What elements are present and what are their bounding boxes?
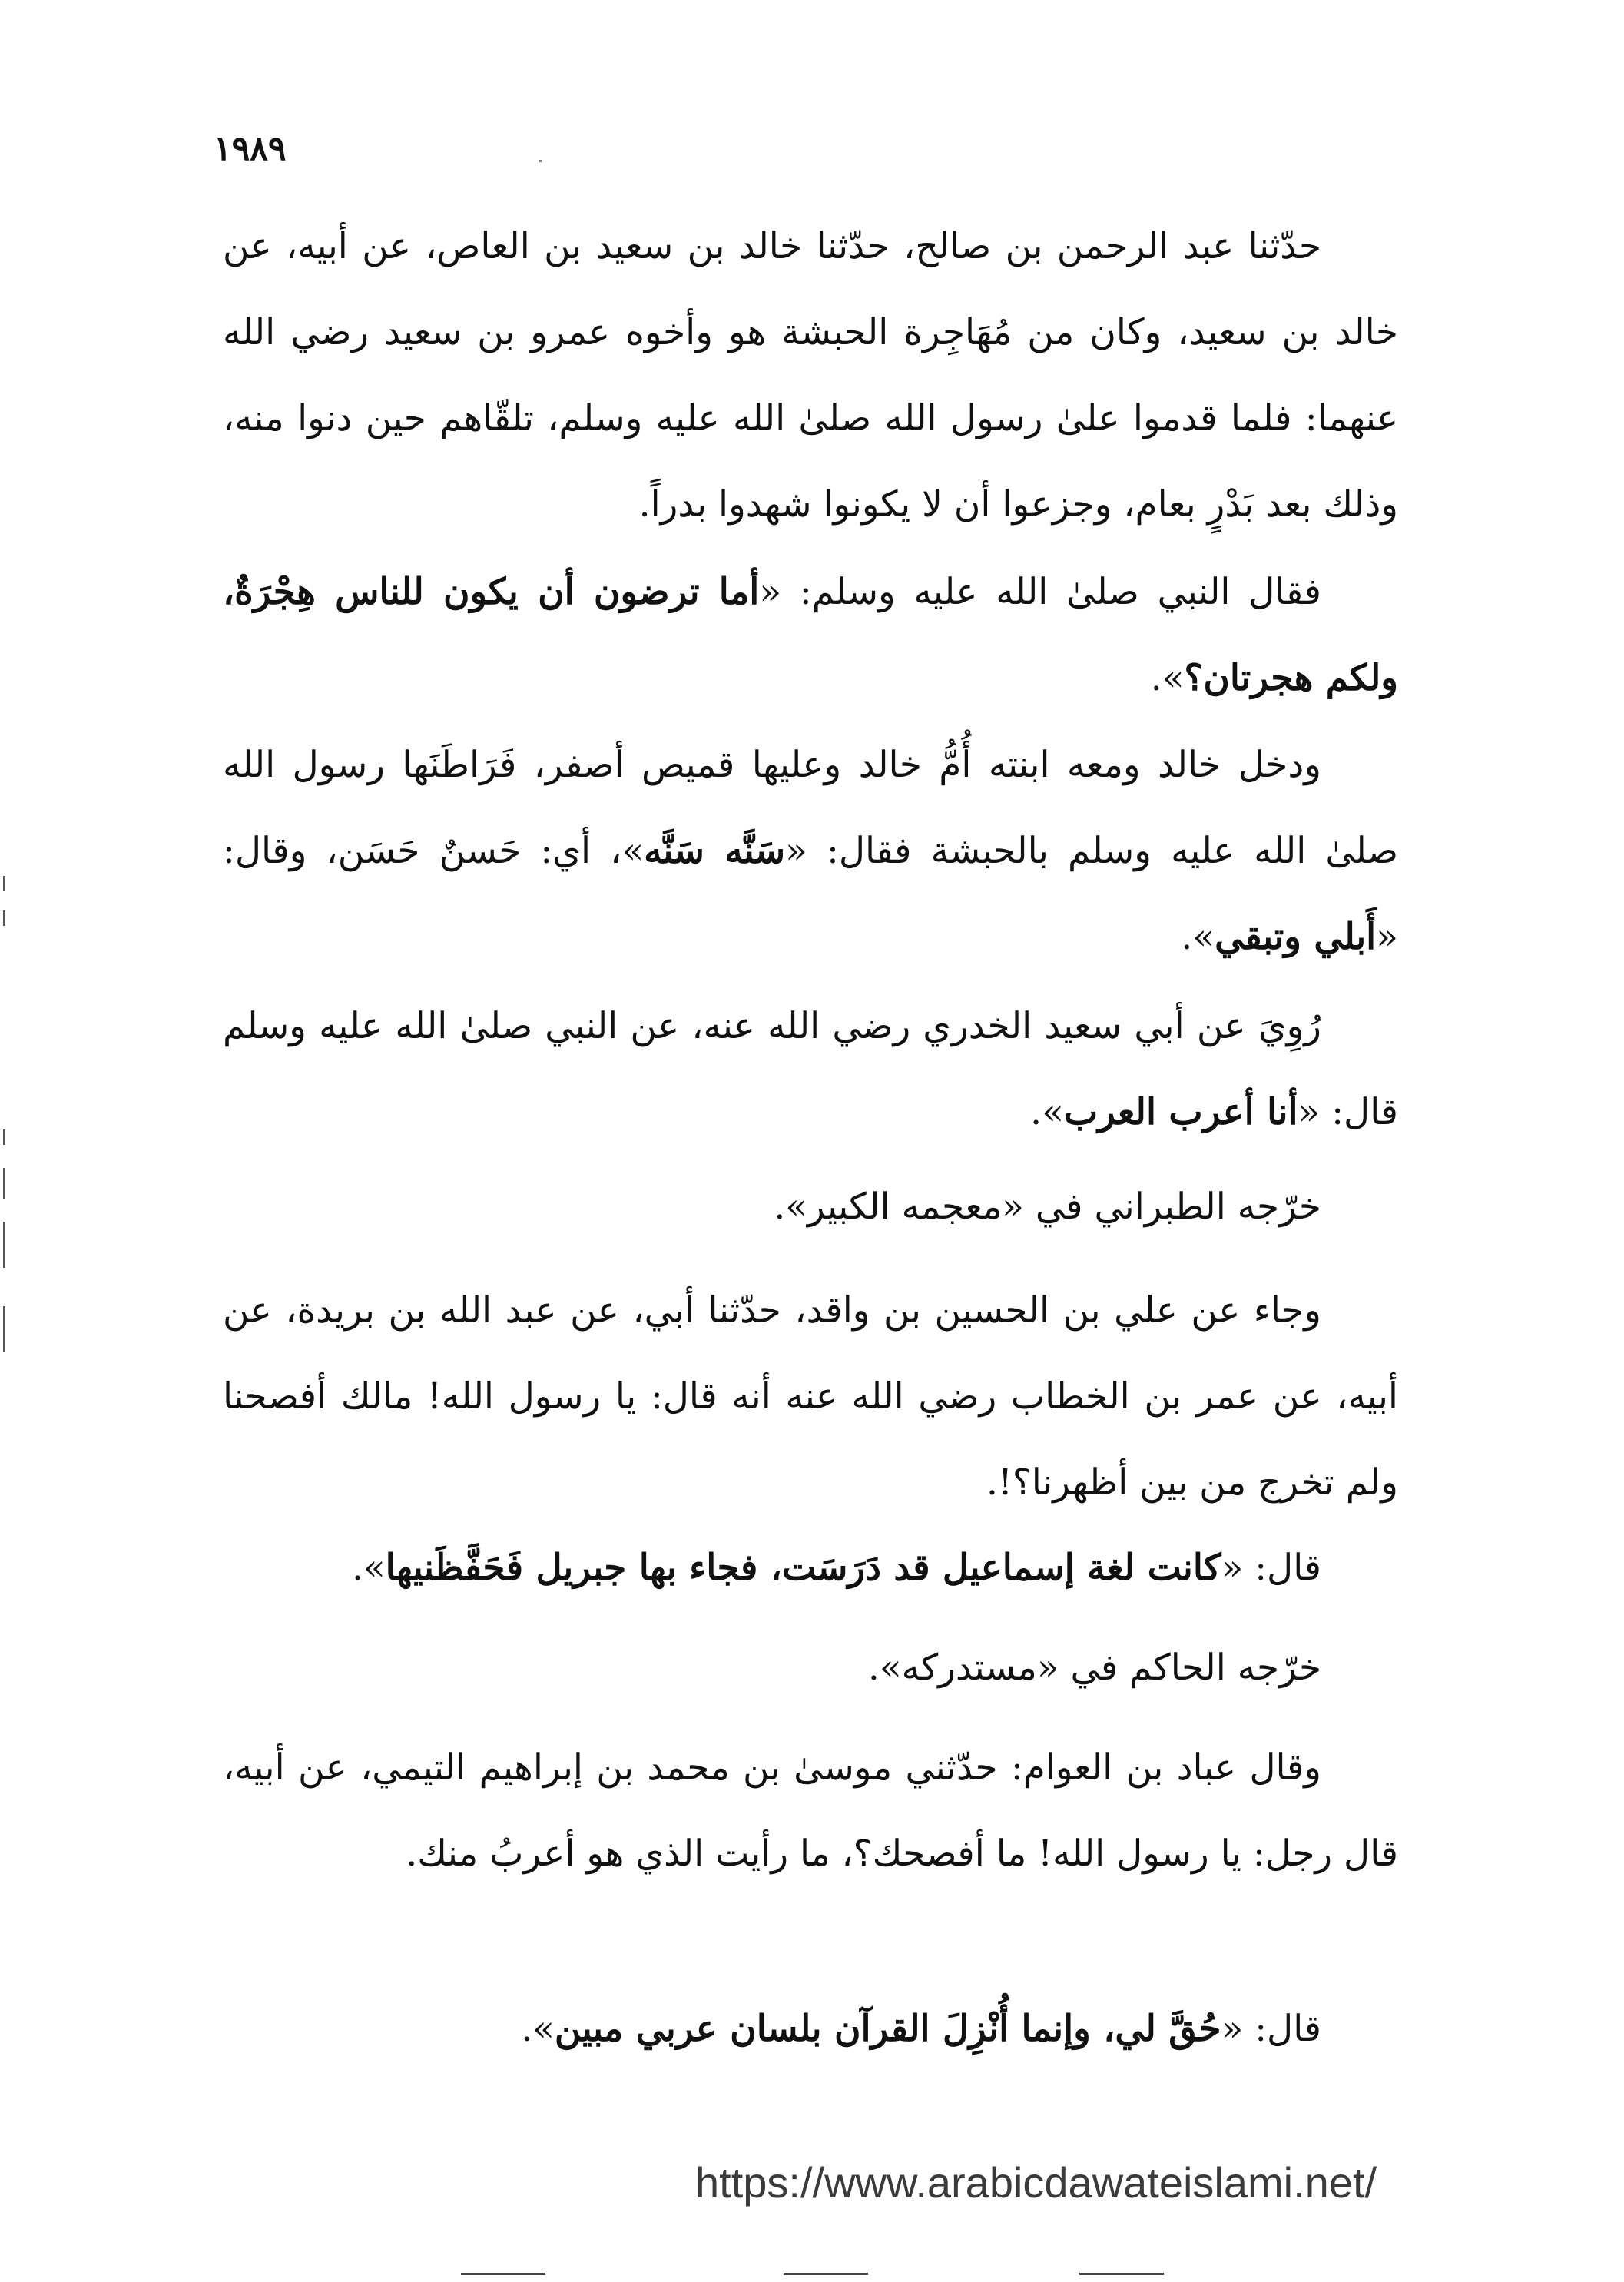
scan-margin-mark	[3, 1129, 5, 1145]
paragraph-two-hijras	[223, 549, 1398, 721]
scan-margin-mark	[3, 1168, 5, 1199]
text-segment: ».	[1150, 657, 1185, 699]
page-number: ١٩٨٩	[214, 129, 287, 168]
paragraph-ismail-language	[223, 1525, 1398, 1611]
scan-bottom-rule	[461, 2273, 545, 2275]
paragraph-umm-khalid	[223, 722, 1398, 980]
text-segment: رُوِيَ عن أبي سعيد الخدري رضي الله عنه، عن النبي صلىٰ الله عليه وسلم قال: «	[223, 1005, 1398, 1133]
quoted-saying: حُقَّ لي، وإنما أُنْزِلَ القرآن بلسان عربي مبين	[554, 2008, 1221, 2050]
scan-bottom-rule	[1079, 2273, 1164, 2275]
paragraph-text	[223, 549, 1398, 721]
text-segment: ».	[1181, 916, 1215, 958]
text-segment: ».	[351, 1547, 386, 1589]
paragraph-text	[223, 1725, 1398, 1897]
text-segment: ».	[1030, 1091, 1064, 1133]
quoted-saying: سَنَّه سَنَّه	[644, 830, 786, 872]
text-segment: ودخل خالد ومعه ابنته أُمُّ خالد وعليها قميص أصفر، فَرَاطَنَها رسول الله صلىٰ الله عليه وسلم بالحبشة فقال: «	[223, 744, 1398, 872]
text-segment: قال: «	[1221, 1547, 1321, 1589]
paragraph-umar-question	[223, 1268, 1398, 1526]
text-segment: خرّجه الحاكم في «مستدركه».	[867, 1647, 1321, 1689]
paragraph-text	[223, 1525, 1398, 1611]
paragraph-text	[223, 204, 1398, 548]
paragraph-hadith-intro	[223, 204, 1398, 548]
paragraph-abbad-narration	[223, 1725, 1398, 1897]
scan-speck	[539, 160, 542, 162]
paragraph-quran-arabic	[223, 1986, 1398, 2072]
paragraph-text	[223, 1986, 1398, 2072]
scan-bottom-rule	[784, 2273, 868, 2275]
quoted-saying: أنا أعرب العرب	[1063, 1091, 1298, 1133]
text-segment: فقال النبي صلىٰ الله عليه وسلم: «	[759, 571, 1321, 613]
scan-margin-mark	[3, 1306, 5, 1352]
text-segment: »، أي: حَسنٌ حَسَن، وقال: «	[223, 830, 1398, 958]
quoted-saying: أَبلي وتبقي	[1215, 916, 1377, 958]
quoted-saying: كانت لغة إسماعيل قد دَرَسَت، فجاء بها جبريل فَحَفَّظَنيها	[385, 1547, 1221, 1589]
text-segment: خرّجه الطبراني في «معجمه الكبير».	[774, 1186, 1321, 1228]
paragraph-text	[223, 1164, 1398, 1250]
footer-watermark-url: https://www.arabicdawateislami.net/	[695, 2158, 1377, 2207]
paragraph-text	[223, 1268, 1398, 1526]
scan-margin-mark	[3, 876, 5, 891]
scan-margin-mark	[3, 910, 5, 926]
paragraph-tabarani-source	[223, 1164, 1398, 1250]
paragraph-abu-said	[223, 983, 1398, 1156]
text-segment: وقال عباد بن العوام: حدّثني موسىٰ بن محمد بن إبراهيم التيمي، عن أبيه، قال رجل: يا رسول الله! ما أفصحك؟، ما رأيت الذي هو أعربُ منك.	[223, 1746, 1398, 1875]
text-segment: ».	[521, 2008, 555, 2050]
paragraph-text	[223, 983, 1398, 1156]
paragraph-text	[223, 1625, 1398, 1711]
text-segment: قال: «	[1221, 2008, 1321, 2050]
text-segment: حدّثنا عبد الرحمن بن صالح، حدّثنا خالد بن سعيد بن العاص، عن أبيه، عن خالد بن سعيد، وكان من مُهَاجِرة الحبشة هو وأخوه عمرو بن سعيد رضي الله عنهما: فلما قدموا علىٰ رسول الله صلىٰ الله عليه وسلم، تلقّاهم حين دنوا منه، وذلك بعد بَدْرٍ بعام، وجزعوا أن لا يكونوا شهدوا بدراً.	[223, 225, 1398, 526]
text-segment: وجاء عن علي بن الحسين بن واقد، حدّثنا أبي، عن عبد الله بن بريدة، عن أبيه، عن عمر بن الخطاب رضي الله عنه أنه قال: يا رسول الله! مالك أفصحنا ولم تخرج من بين أظهرنا؟!.	[223, 1289, 1398, 1504]
paragraph-text	[223, 722, 1398, 980]
quoted-saying: أما ترضون أن يكون للناس هِجْرَةٌ، ولكم هجرتان؟	[223, 571, 1398, 699]
paragraph-hakim-source	[223, 1625, 1398, 1711]
scan-margin-mark	[3, 1222, 5, 1268]
